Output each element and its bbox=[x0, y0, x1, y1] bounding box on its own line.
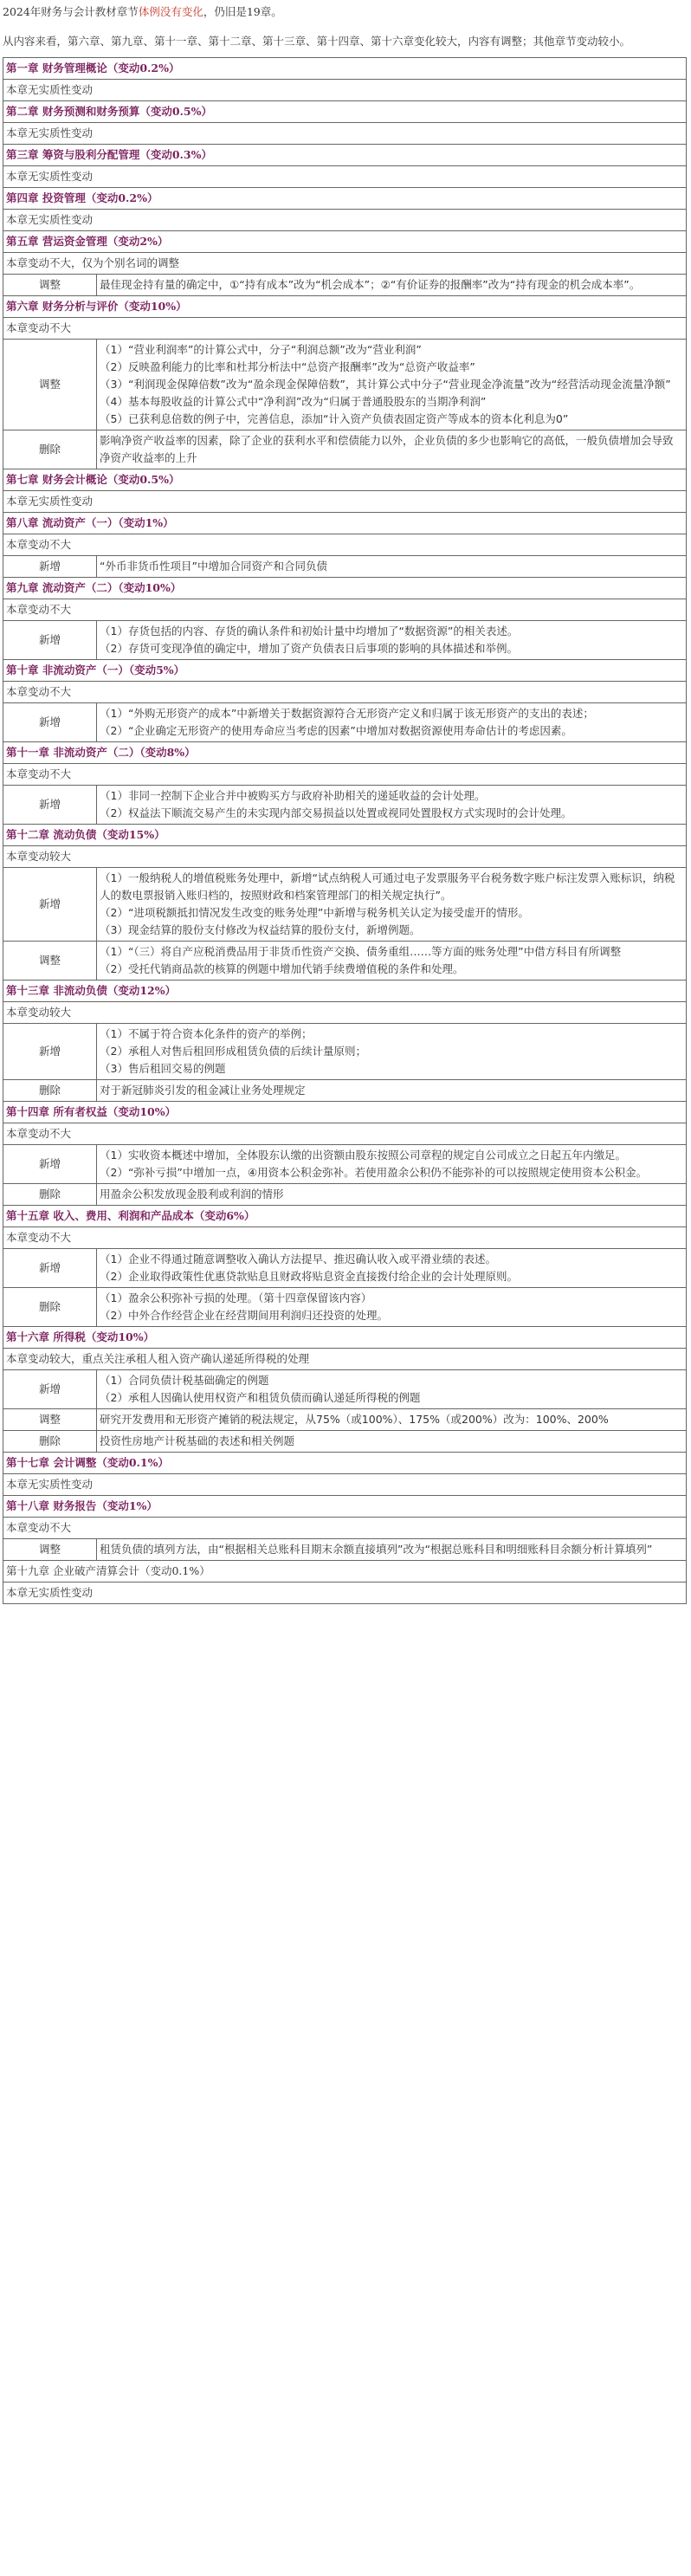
change-row bbox=[3, 556, 687, 578]
chapter-note: 本章变动较大 bbox=[3, 846, 687, 868]
chapter-note: 本章无实质性变动 bbox=[3, 123, 687, 145]
change-type-label: 调整 bbox=[3, 275, 97, 296]
change-row bbox=[3, 1288, 687, 1327]
change-detail-line: 影响净资产收益率的因素，除了企业的获利水平和偿债能力以外，企业负债的多少也影响它的高低，一般负债增加会导致净资产收益率的上升 bbox=[100, 434, 674, 464]
chapter-title: 第一章 财务管理概论（变动0.2%） bbox=[3, 58, 687, 80]
change-detail bbox=[97, 1145, 687, 1184]
change-detail-line: （1）非同一控制下企业合并中被购买方与政府补助相关的递延收益的会计处理。 bbox=[100, 789, 486, 802]
change-detail-line: （2）反映盈利能力的比率和杜邦分析法中“总资产报酬率”改为“总资产收益率” bbox=[100, 360, 475, 373]
change-detail bbox=[97, 703, 687, 742]
change-detail-line: （2）“弥补亏损”中增加一点，④用资本公积金弥补。若使用盈余公积仍不能弥补的可以按照规定使用资本公积金。 bbox=[100, 1166, 648, 1179]
change-row bbox=[3, 942, 687, 981]
change-detail-line: 用盈余公积发放现金股利或利润的情形 bbox=[100, 1188, 284, 1201]
chapter-note: 本章变动不大 bbox=[3, 1227, 687, 1249]
chapter-note: 本章变动不大，仅为个别名词的调整 bbox=[3, 253, 687, 275]
chapter-title-row bbox=[3, 1561, 687, 1582]
change-type-label: 删除 bbox=[3, 1080, 97, 1102]
chapter-note-row bbox=[3, 764, 687, 786]
chapter-title-row bbox=[3, 578, 687, 599]
chapter-note: 本章变动较大 bbox=[3, 1002, 687, 1024]
change-detail bbox=[97, 621, 687, 660]
chapter-note: 本章无实质性变动 bbox=[3, 166, 687, 188]
chapter-title-row bbox=[3, 1327, 687, 1349]
change-type-label: 调整 bbox=[3, 942, 97, 981]
chapter-title: 第三章 筹资与股利分配管理（变动0.3%） bbox=[3, 145, 687, 166]
chapter-title: 第十四章 所有者权益（变动10%） bbox=[3, 1102, 687, 1123]
change-detail-line: （1）企业不得通过随意调整收入确认方法提早、推迟确认收入或平滑业绩的表述。 bbox=[100, 1252, 496, 1265]
change-row bbox=[3, 703, 687, 742]
chapter-note-row bbox=[3, 1474, 687, 1496]
chapter-title: 第十二章 流动负债（变动15%） bbox=[3, 825, 687, 846]
change-type-label: 新增 bbox=[3, 703, 97, 742]
change-detail bbox=[97, 786, 687, 825]
change-detail-line: （2）企业取得政策性优惠贷款贴息且财政将贴息资金直接拨付给企业的会计处理原则。 bbox=[100, 1270, 518, 1283]
chapter-change-table bbox=[3, 57, 687, 1604]
change-detail-line: （1）盈余公积弥补亏损的处理。（第十四章保留该内容） bbox=[100, 1291, 372, 1304]
chapter-note: 本章无实质性变动 bbox=[3, 80, 687, 101]
change-type-label: 新增 bbox=[3, 1249, 97, 1288]
chapter-title: 第十三章 非流动负债（变动12%） bbox=[3, 981, 687, 1002]
change-row bbox=[3, 340, 687, 430]
change-detail-line: （1）一般纳税人的增值税账务处理中，新增“试点纳税人可通过电子发票服务平台税务数字账户标注发票入账标识，纳税人的数电票报销入账归档的，按照财政和档案管理部门的相关规定执行”。 bbox=[100, 871, 675, 902]
change-detail bbox=[97, 868, 687, 942]
change-detail-line: （1）存货包括的内容、存货的确认条件和初始计量中均增加了“数据资源”的相关表述。 bbox=[100, 625, 519, 638]
change-detail-line: （5）已获利息倍数的例子中，完善信息，添加“计入资产负债表固定资产等成本的资本化利息为0” bbox=[100, 412, 569, 425]
chapter-note-row bbox=[3, 1123, 687, 1145]
change-row bbox=[3, 1145, 687, 1184]
intro-highlight: 体例没有变化 bbox=[138, 5, 203, 18]
change-row bbox=[3, 1539, 687, 1561]
change-detail bbox=[97, 1431, 687, 1453]
chapter-note-row bbox=[3, 210, 687, 231]
change-type-label: 删除 bbox=[3, 1431, 97, 1453]
intro-summary: 从内容来看，第六章、第九章、第十一章、第十二章、第十三章、第十四章、第十六章变化较大，内容有调整；其他章节变动较小。 bbox=[3, 35, 631, 48]
change-row bbox=[3, 1184, 687, 1206]
change-detail bbox=[97, 1249, 687, 1288]
change-type-label: 新增 bbox=[3, 868, 97, 942]
chapter-title: 第九章 流动资产（二）（变动10%） bbox=[3, 578, 687, 599]
chapter-note-row bbox=[3, 846, 687, 868]
chapter-note-row bbox=[3, 682, 687, 703]
chapter-title-row bbox=[3, 513, 687, 534]
change-detail-line: （1）不属于符合资本化条件的资产的举例； bbox=[100, 1027, 313, 1040]
chapter-title: 第十八章 财务报告（变动1%） bbox=[3, 1496, 687, 1518]
intro bbox=[3, 3, 688, 50]
change-detail-line: 对于新冠肺炎引发的租金减让业务处理规定 bbox=[100, 1084, 306, 1097]
change-type-label: 调整 bbox=[3, 1409, 97, 1431]
change-detail-line: （3）“利润现金保障倍数”改为“盈余现金保障倍数”，其计算公式中分子“营业现金净流量”改为“经营活动现金流量净额” bbox=[100, 378, 671, 391]
chapter-title: 第十六章 所得税（变动10%） bbox=[3, 1327, 687, 1349]
change-detail-line: “外币非货币性项目”中增加合同资产和合同负债 bbox=[100, 560, 327, 573]
change-row bbox=[3, 868, 687, 942]
change-detail bbox=[97, 1080, 687, 1102]
change-detail-line: 最佳现金持有量的确定中，①“持有成本”改为“机会成本”；②“有价证券的报酬率”改为“持有现金的机会成本率”。 bbox=[100, 278, 641, 291]
chapter-note-row bbox=[3, 166, 687, 188]
chapter-title: 第八章 流动资产（一）（变动1%） bbox=[3, 513, 687, 534]
chapter-note-row bbox=[3, 1349, 687, 1370]
change-detail-line: 研究开发费用和无形资产摊销的税法规定，从75%（或100%）、175%（或200%）改为：100%、200% bbox=[100, 1413, 609, 1426]
change-type-label: 新增 bbox=[3, 1370, 97, 1409]
chapter-note: 本章无实质性变动 bbox=[3, 1474, 687, 1496]
chapter-title-row bbox=[3, 1206, 687, 1227]
chapter-note-row bbox=[3, 123, 687, 145]
chapter-note: 本章无实质性变动 bbox=[3, 491, 687, 513]
chapter-title-row bbox=[3, 58, 687, 80]
chapter-note: 本章变动不大 bbox=[3, 764, 687, 786]
change-detail bbox=[97, 942, 687, 981]
chapter-title: 第十五章 收入、费用、利润和产品成本（变动6%） bbox=[3, 1206, 687, 1227]
change-detail-line: 租赁负债的填列方法，由“根据相关总账科目期末余额直接填列”改为“根据总账科目和明细账科目余额分析计算填列” bbox=[100, 1543, 653, 1556]
chapter-title-row bbox=[3, 825, 687, 846]
chapter-title: 第二章 财务预测和财务预算（变动0.5%） bbox=[3, 101, 687, 123]
chapter-title-row bbox=[3, 660, 687, 682]
chapter-title-row bbox=[3, 145, 687, 166]
change-detail-line: （2）存货可变现净值的确定中，增加了资产负债表日后事项的影响的具体描述和举例。 bbox=[100, 642, 518, 655]
change-detail-line: （2）中外合作经营企业在经营期间用利润归还投资的处理。 bbox=[100, 1309, 388, 1322]
change-type-label: 删除 bbox=[3, 1184, 97, 1206]
chapter-title-row bbox=[3, 1102, 687, 1123]
chapter-title: 第十一章 非流动资产（二）（变动8%） bbox=[3, 742, 687, 764]
chapter-title-row bbox=[3, 101, 687, 123]
chapter-title: 第六章 财务分析与评价（变动10%） bbox=[3, 296, 687, 318]
chapter-title: 第四章 投资管理（变动0.2%） bbox=[3, 188, 687, 210]
change-type-label: 新增 bbox=[3, 621, 97, 660]
change-detail-line: （1）实收资本概述中增加，全体股东认缴的出资额由股东按照公司章程的规定自公司成立之日起五年内缴足。 bbox=[100, 1149, 626, 1162]
chapter-title-row bbox=[3, 981, 687, 1002]
chapter-note-row bbox=[3, 534, 687, 556]
change-detail bbox=[97, 275, 687, 296]
change-row bbox=[3, 430, 687, 469]
chapter-note-row bbox=[3, 1002, 687, 1024]
intro-heading bbox=[3, 3, 688, 21]
chapter-title: 第十九章 企业破产清算会计（变动0.1%） bbox=[3, 1561, 687, 1582]
change-detail-line: （1）“（三）将自产应税消费品用于非货币性资产交换、债务重组……等方面的账务处理”中借方科目有所调整 bbox=[100, 945, 622, 958]
change-row bbox=[3, 786, 687, 825]
change-row bbox=[3, 1024, 687, 1080]
change-detail-line: （2）“进项税额抵扣情况发生改变的账务处理”中新增与税务机关认定为接受虚开的情形。 bbox=[100, 906, 529, 919]
change-detail-line: （2）承租人对售后租回形成租赁负债的后续计量原则； bbox=[100, 1045, 366, 1058]
chapter-note: 本章变动不大 bbox=[3, 1518, 687, 1539]
chapter-note-row bbox=[3, 318, 687, 340]
change-row bbox=[3, 1409, 687, 1431]
chapter-title-row bbox=[3, 1453, 687, 1474]
change-detail-line: （4）基本每股收益的计算公式中“净利润”改为“归属于普通股股东的当期净利润” bbox=[100, 395, 487, 408]
chapter-title-row bbox=[3, 469, 687, 491]
chapter-note-row bbox=[3, 599, 687, 621]
chapter-title: 第七章 财务会计概论（变动0.5%） bbox=[3, 469, 687, 491]
change-row bbox=[3, 621, 687, 660]
chapter-title-row bbox=[3, 296, 687, 318]
chapter-note: 本章变动不大 bbox=[3, 318, 687, 340]
chapter-title: 第十七章 会计调整（变动0.1%） bbox=[3, 1453, 687, 1474]
chapter-note-row bbox=[3, 1227, 687, 1249]
change-detail-line: （1）合同负债计税基础确定的例题 bbox=[100, 1374, 269, 1387]
intro-suffix: ，仍旧是19章。 bbox=[203, 5, 282, 18]
change-detail-line: （2）“企业确定无形资产的使用寿命应当考虑的因素”中增加对数据资源使用寿命估计的考虑因素。 bbox=[100, 724, 572, 737]
change-detail bbox=[97, 1409, 687, 1431]
chapter-title: 第五章 营运资金管理（变动2%） bbox=[3, 231, 687, 253]
change-type-label: 调整 bbox=[3, 340, 97, 430]
chapter-table-body bbox=[3, 58, 687, 1604]
change-detail-line: （2）权益法下顺流交易产生的未实现内部交易损益以处置或视同处置股权方式实现时的会计处理。 bbox=[100, 806, 572, 819]
change-type-label: 删除 bbox=[3, 430, 97, 469]
change-detail bbox=[97, 1288, 687, 1327]
chapter-title: 第十章 非流动资产（一）（变动5%） bbox=[3, 660, 687, 682]
chapter-title-row bbox=[3, 1496, 687, 1518]
chapter-note-row bbox=[3, 1518, 687, 1539]
change-type-label: 调整 bbox=[3, 1539, 97, 1561]
change-type-label: 删除 bbox=[3, 1288, 97, 1327]
chapter-note-row bbox=[3, 253, 687, 275]
change-detail bbox=[97, 556, 687, 578]
chapter-note: 本章变动较大，重点关注承租人租入资产确认递延所得税的处理 bbox=[3, 1349, 687, 1370]
change-row bbox=[3, 1080, 687, 1102]
change-row bbox=[3, 1431, 687, 1453]
chapter-note-row bbox=[3, 491, 687, 513]
chapter-note-row bbox=[3, 1582, 687, 1604]
change-type-label: 新增 bbox=[3, 1145, 97, 1184]
chapter-note: 本章变动不大 bbox=[3, 599, 687, 621]
chapter-note: 本章变动不大 bbox=[3, 1123, 687, 1145]
change-detail bbox=[97, 430, 687, 469]
change-detail-line: （1）“外购无形资产的成本”中新增关于数据资源符合无形资产定义和归属于该无形资产的支出的表述； bbox=[100, 707, 594, 720]
chapter-title-row bbox=[3, 188, 687, 210]
chapter-title-row bbox=[3, 231, 687, 253]
change-row bbox=[3, 1249, 687, 1288]
change-detail bbox=[97, 1370, 687, 1409]
change-detail bbox=[97, 1024, 687, 1080]
change-detail bbox=[97, 340, 687, 430]
change-type-label: 新增 bbox=[3, 556, 97, 578]
chapter-note: 本章无实质性变动 bbox=[3, 1582, 687, 1604]
change-detail-line: （2）受托代销商品款的核算的例题中增加代销手续费增值税的条件和处理。 bbox=[100, 962, 464, 975]
chapter-note: 本章变动不大 bbox=[3, 682, 687, 703]
change-detail bbox=[97, 1539, 687, 1561]
intro-prefix: 2024年财务与会计教材章节 bbox=[3, 5, 139, 18]
chapter-note: 本章无实质性变动 bbox=[3, 210, 687, 231]
change-detail-line: （3）现金结算的股份支付修改为权益结算的股份支付，新增例题。 bbox=[100, 923, 421, 936]
chapter-note: 本章变动不大 bbox=[3, 534, 687, 556]
change-detail-line: 投资性房地产计税基础的表述和相关例题 bbox=[100, 1434, 295, 1447]
change-row bbox=[3, 1370, 687, 1409]
chapter-note-row bbox=[3, 80, 687, 101]
change-detail-line: （2）承租人因确认使用权资产和租赁负债而确认递延所得税的例题 bbox=[100, 1391, 421, 1404]
change-type-label: 新增 bbox=[3, 1024, 97, 1080]
change-detail-line: （3）售后租回交易的例题 bbox=[100, 1062, 226, 1075]
change-type-label: 新增 bbox=[3, 786, 97, 825]
change-detail-line: （1）“营业利润率”的计算公式中，分子“利润总额”改为“营业利润” bbox=[100, 343, 422, 356]
change-row bbox=[3, 275, 687, 296]
change-detail bbox=[97, 1184, 687, 1206]
chapter-title-row bbox=[3, 742, 687, 764]
